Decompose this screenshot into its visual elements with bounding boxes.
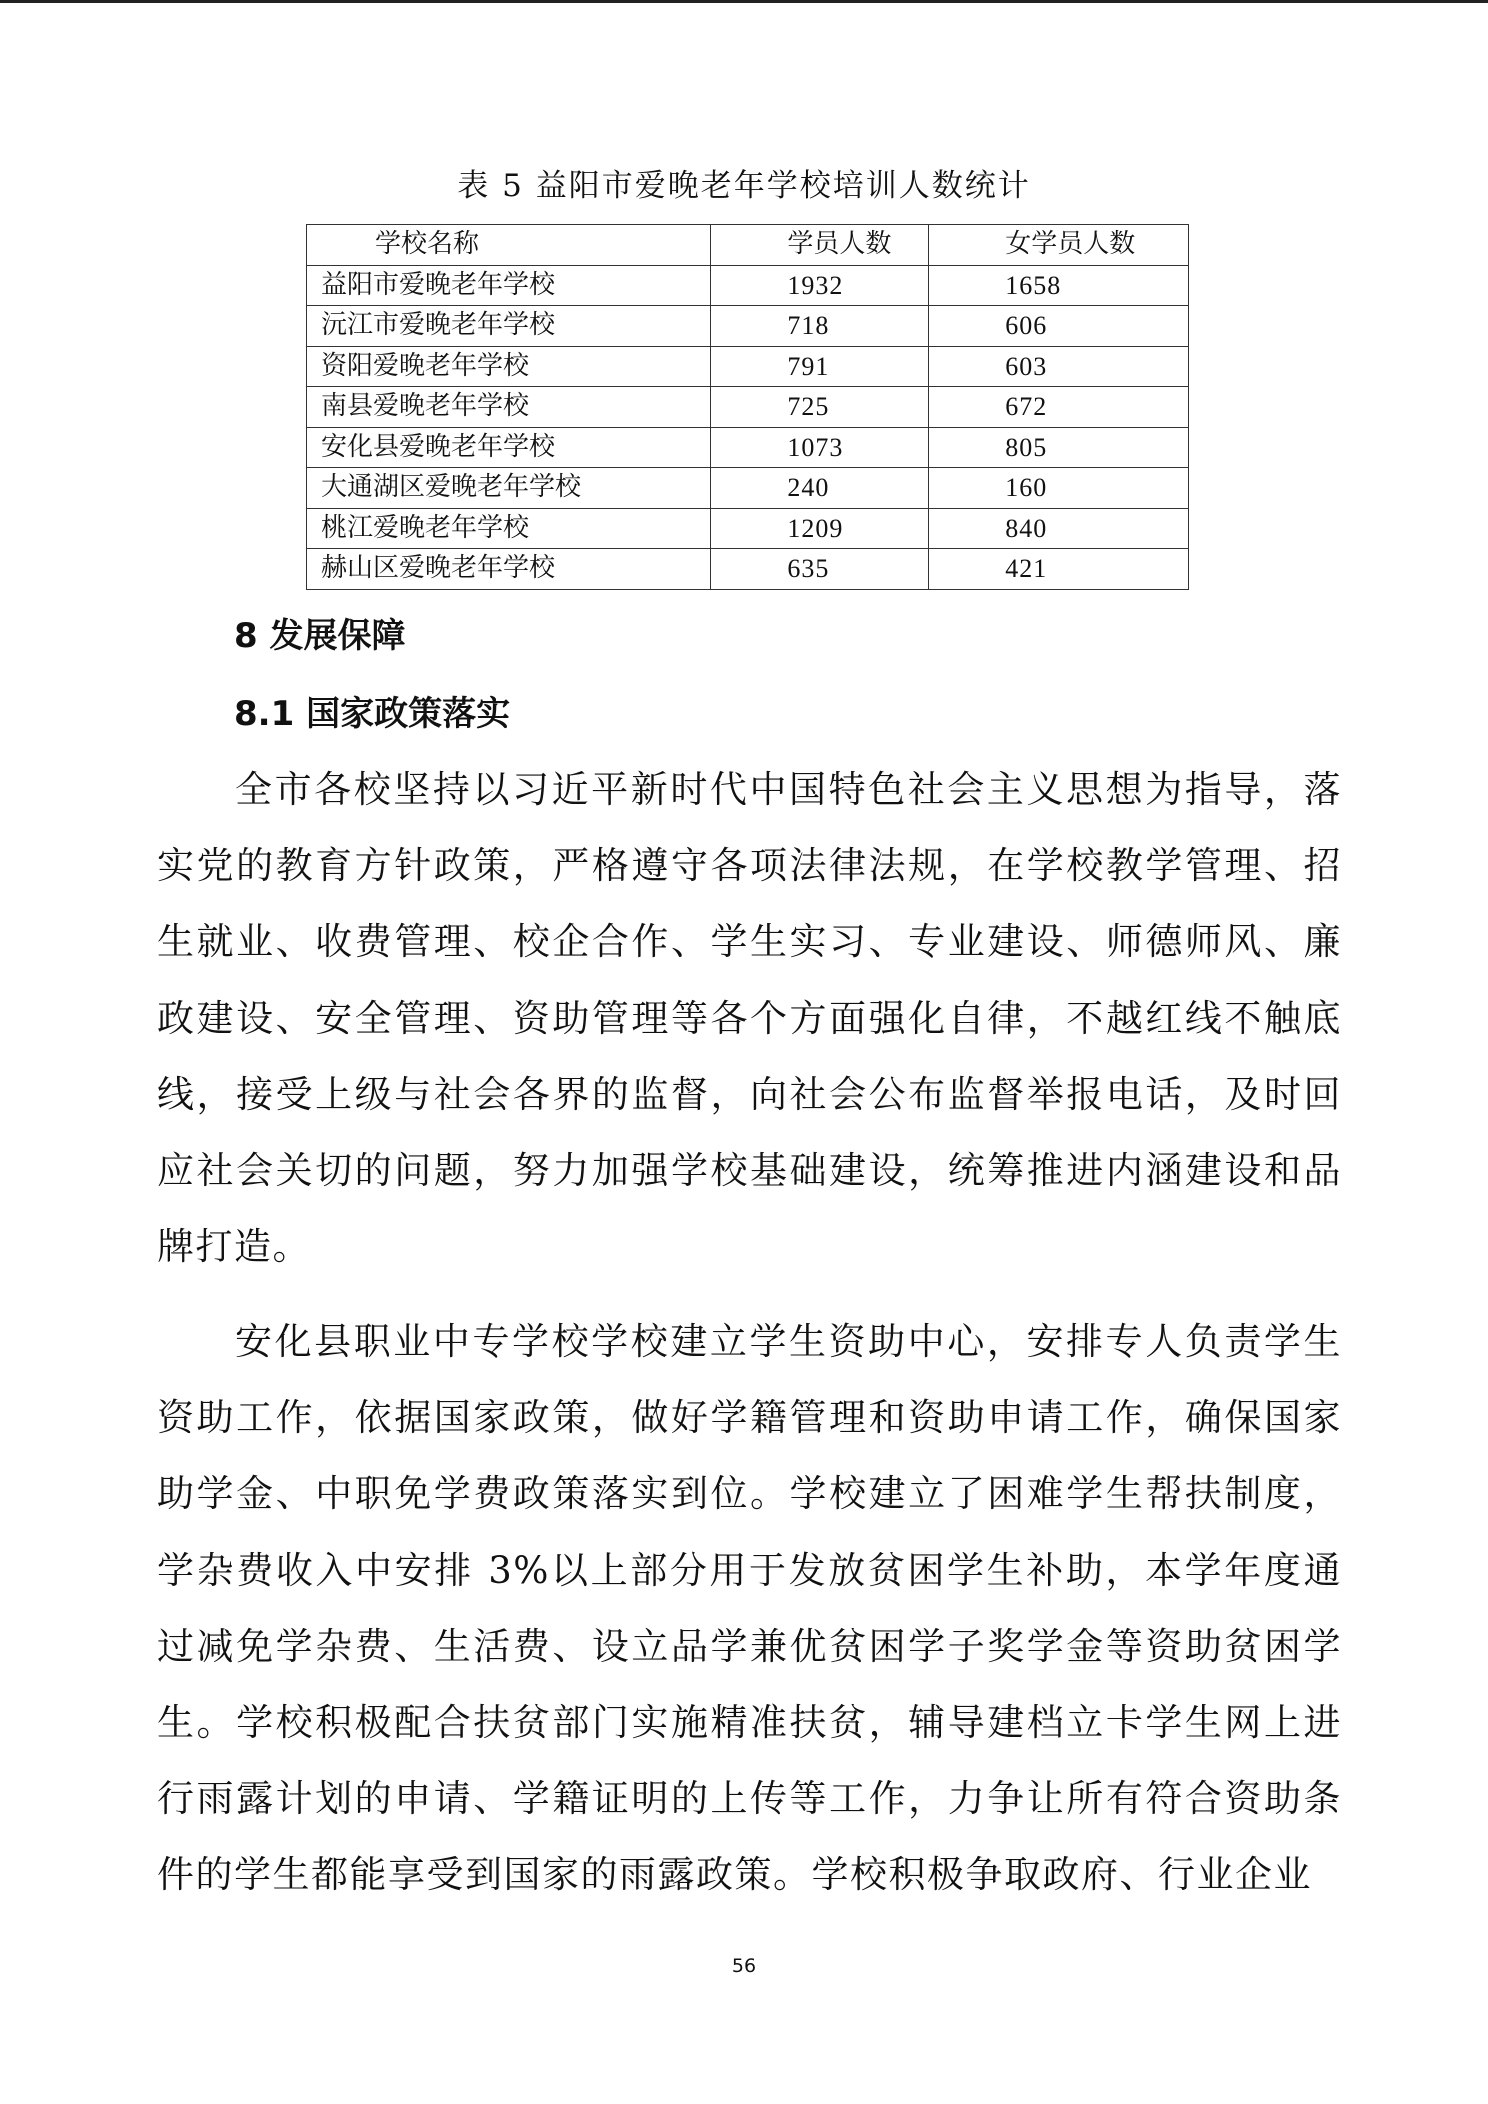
student-count: 725: [711, 387, 929, 428]
student-count: 1073: [711, 427, 929, 468]
student-count: 1932: [711, 265, 929, 306]
table-row: [307, 306, 1189, 347]
female-count: 805: [929, 427, 1189, 468]
section-heading-8: 8 发展保障: [234, 616, 406, 656]
school-name: 大通湖区爱晚老年学校: [307, 468, 711, 509]
student-count: 718: [711, 306, 929, 347]
school-name: 赫山区爱晚老年学校: [307, 549, 711, 590]
school-name: 沅江市爱晚老年学校: [307, 306, 711, 347]
table-row: [307, 387, 1189, 428]
page-number: 56: [731, 1955, 757, 1977]
student-count: 1209: [711, 508, 929, 549]
table-row: [307, 346, 1189, 387]
female-count: 1658: [929, 265, 1189, 306]
school-name: 益阳市爱晚老年学校: [307, 265, 711, 306]
female-count: 840: [929, 508, 1189, 549]
student-count: 791: [711, 346, 929, 387]
header-school-name: 学校名称: [307, 225, 711, 266]
header-female-count: 女学员人数: [929, 225, 1189, 266]
table-row: [307, 549, 1189, 590]
school-name: 资阳爱晚老年学校: [307, 346, 711, 387]
table-row: [307, 508, 1189, 549]
table-caption: 表 5 益阳市爱晚老年学校培训人数统计: [457, 168, 1031, 204]
school-name: 安化县爱晚老年学校: [307, 427, 711, 468]
female-count: 603: [929, 346, 1189, 387]
female-count: 672: [929, 387, 1189, 428]
school-name: 桃江爱晚老年学校: [307, 508, 711, 549]
female-count: 421: [929, 549, 1189, 590]
header-student-count: 学员人数: [711, 225, 929, 266]
table-header-row: [307, 225, 1189, 266]
female-count: 160: [929, 468, 1189, 509]
table-row: [307, 265, 1189, 306]
training-stats-table: [306, 224, 1189, 590]
table-row: [307, 427, 1189, 468]
section-heading-8-1: 8.1 国家政策落实: [234, 694, 511, 734]
page-top-border: [0, 0, 1488, 3]
student-count: 240: [711, 468, 929, 509]
female-count: 606: [929, 306, 1189, 347]
body-paragraph: 全市各校坚持以习近平新时代中国特色社会主义思想为指导，落实党的教育方针政策，严格遵守各项法律法规，在学校教学管理、招生就业、收费管理、校企合作、学生实习、专业建设、师德师风、廉政建设、安全管理、资助管理等各个方面强化自律，不越红线不触底线，接受上级与社会各界的监督，向社会公布监督举报电话，及时回应社会关切的问题，努力加强学校基础建设，统筹推进内涵建设和品牌打造。: [157, 768, 1342, 1269]
student-count: 635: [711, 549, 929, 590]
body-paragraph: 安化县职业中专学校学校建立学生资助中心，安排专人负责学生资助工作，依据国家政策，做好学籍管理和资助申请工作，确保国家助学金、中职免学费政策落实到位。学校建立了困难学生帮扶制度，学杂费收入中安排 3%以上部分用于发放贫困学生补助，本学年度通过减免学杂费、生活费、设立品学兼优贫困学子奖学金等资助贫困学生。学校积极配合扶贫部门实施精准扶贫，辅导建档立卡学生网上进行雨露计划的申请、学籍证明的上传等工作，力争让所有符合资助条件的学生都能享受到国家的雨露政策。学校积极争取政府、行业企业: [157, 1320, 1342, 1897]
table-row: [307, 468, 1189, 509]
school-name: 南县爱晚老年学校: [307, 387, 711, 428]
